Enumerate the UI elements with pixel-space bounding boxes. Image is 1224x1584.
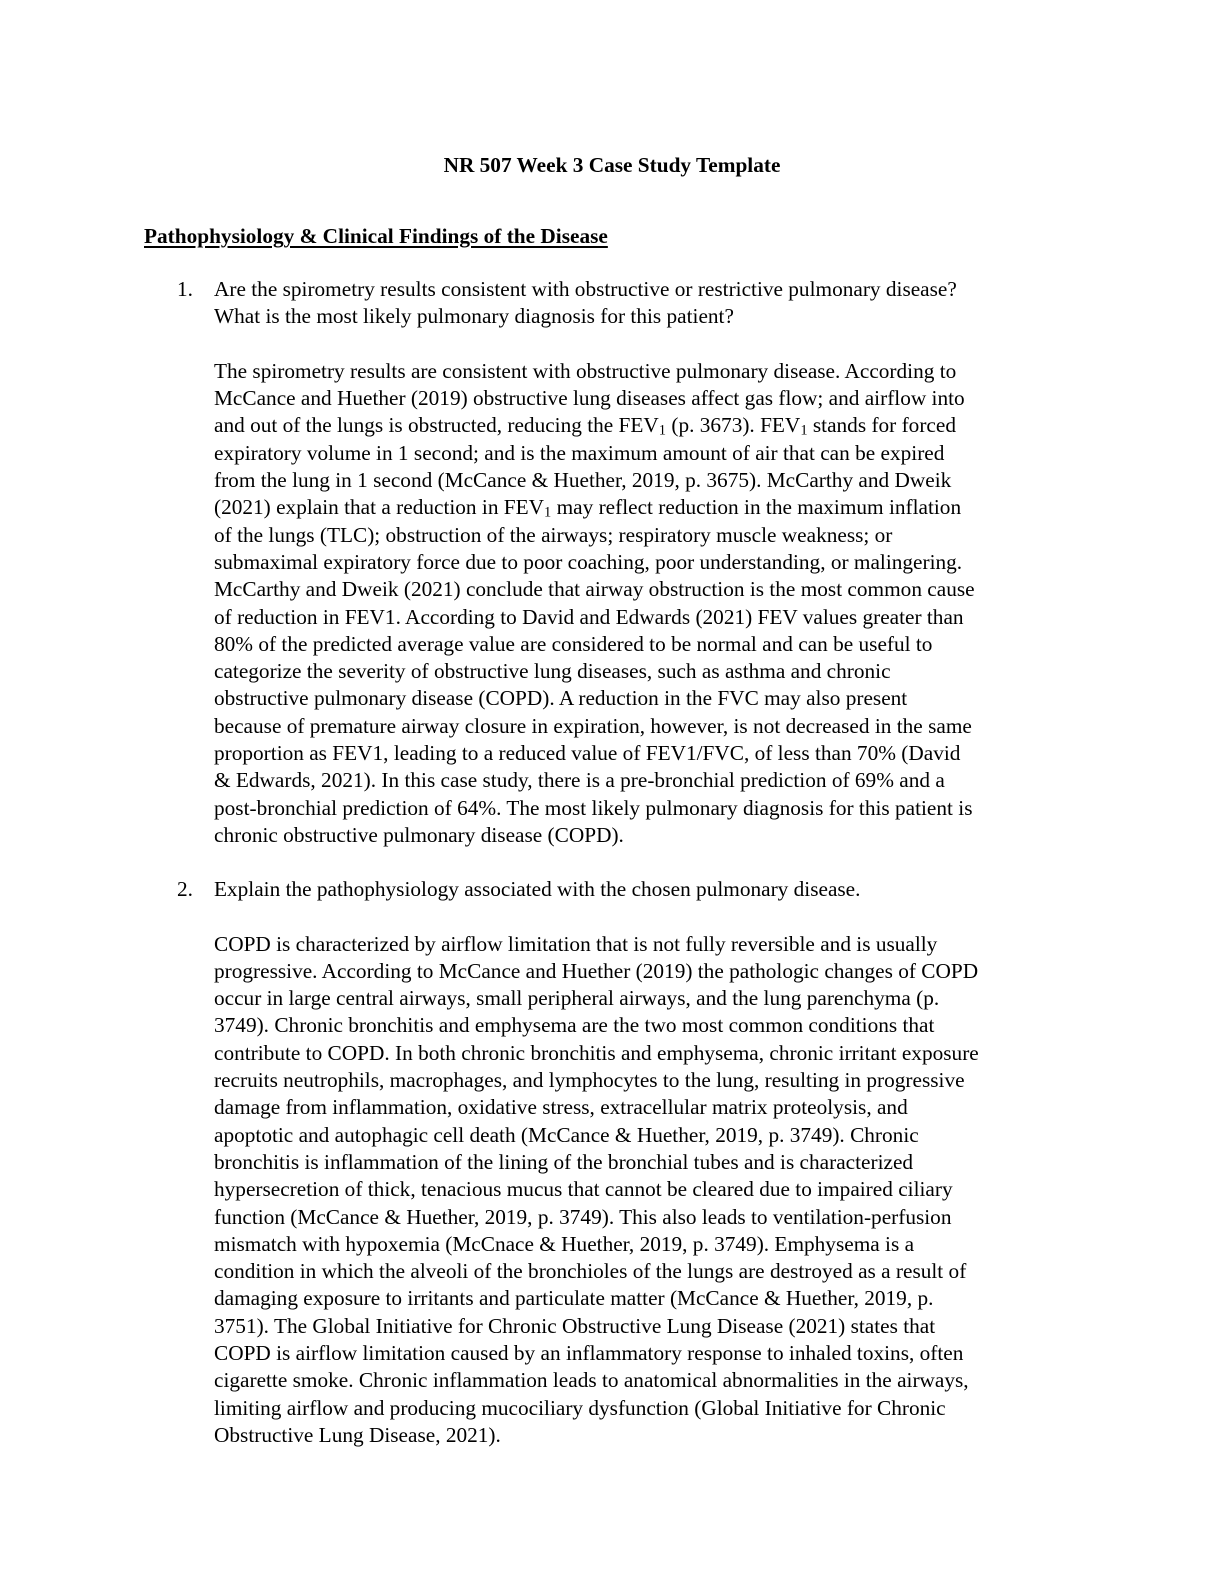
question-text-2: Explain the pathophysiology associated with the chosen pulmonary disease.	[214, 877, 861, 901]
question-text-1: Are the spirometry results consistent with obstructive or restrictive pulmonary disease? What is the most likely pulmonary diagnosis for this patient?	[214, 277, 957, 329]
answer-text-2: COPD is characterized by airflow limitation that is not fully reversible and is usually progressive. According to McCance and Huether (2019) the pathologic changes of COPD occur in large central airways, small peripheral airways, and the lung parenchyma (p. 3749). Chronic bronchitis and emphysema are the two most common conditions that contribute to COPD. In both chronic bronchitis and emphysema, chronic irritant exposure recruits neutrophils, macrophages, and lymphocytes to the lung, resulting in progressive damage from inflammation, oxidative stress, extracellular matrix proteolysis, and apoptotic and autophagic cell death (McCance & Huether, 2019, p. 3749). Chronic bronchitis is inflammation of the lining of the bronchial tubes and is characterized hypersecretion of thick, tenacious mucus that cannot be cleared due to impaired ciliary function (McCance & Huether, 2019, p. 3749). This also leads to ventilation-perfusion mismatch with hypoxemia (McCnace & Huether, 2019, p. 3749). Emphysema is a condition in which the alveoli of the bronchioles of the lungs are destroyed as a result of damaging exposure to irritants and particulate matter (McCance & Huether, 2019, p. 3751). The Global Initiative for Chronic Obstructive Lung Disease (2021) states that COPD is airflow limitation caused by an inflammatory response to inhaled toxins, often cigarette smoke. Chronic inflammation leads to anatomical abnormalities in the airways, limiting airflow and producing mucociliary dysfunction (Global Initiative for Chronic Obstructive Lung Disease, 2021).	[214, 931, 979, 1447]
answer-1-part-3: stands for forced expiratory volume in 1 second; and is the maximum amount of air that can be expired from the lung in 1 second (McCance & Huether, 2019, p. 3675). McCarthy and Dweik (2021) explain that a reduction in FEV	[214, 413, 956, 520]
answer-1-part-4: may reflect reduction in the maximum inflation of the lungs (TLC); obstruction of the airways; respiratory muscle weakness; or submaximal expiratory force due to poor coaching, poor understanding, or malingering. McCarthy and Dweik (2021) conclude that airway obstruction is the most common cause of reduction in FEV1. According to David and Edwards (2021) FEV values greater than 80% of the predicted average value are considered to be normal and can be useful to categorize the severity of obstructive lung diseases, such as asthma and chronic obstructive pulmonary disease (COPD). A reduction in the FVC may also present because of premature airway closure in expiration, however, is not decreased in the same proportion as FEV1, leading to a reduced value of FEV1/FVC, of less than 70% (David & Edwards, 2021). In this case study, there is a pre-bronchial prediction of 69% and a post-bronchial prediction of 64%. The most likely pulmonary diagnosis for this patient is chronic obstructive pulmonary disease (COPD).	[214, 495, 975, 847]
answer-text-1	[214, 358, 1084, 849]
question-item-1	[144, 276, 1084, 849]
document-title: NR 507 Week 3 Case Study Template	[443, 153, 781, 177]
fev-subscript: 1	[658, 423, 667, 440]
question-item-2	[144, 876, 1084, 1449]
answer-1-part-2: (p. 3673). FEV	[666, 413, 801, 438]
fev-subscript: 1	[800, 423, 808, 440]
question-number-1: 1.	[177, 277, 193, 301]
fev-subscript: 1	[544, 504, 552, 521]
question-number-2: 2.	[177, 877, 193, 901]
answer-1-part-1: The spirometry results are consistent with obstructive pulmonary disease. According to McCance and Huether (2019) obstructive lung diseases affect gas flow; and airflow into and out of the lungs is obstructed, reducing the FEV	[214, 358, 965, 438]
section-heading: Pathophysiology & Clinical Findings of the Disease	[144, 224, 608, 248]
